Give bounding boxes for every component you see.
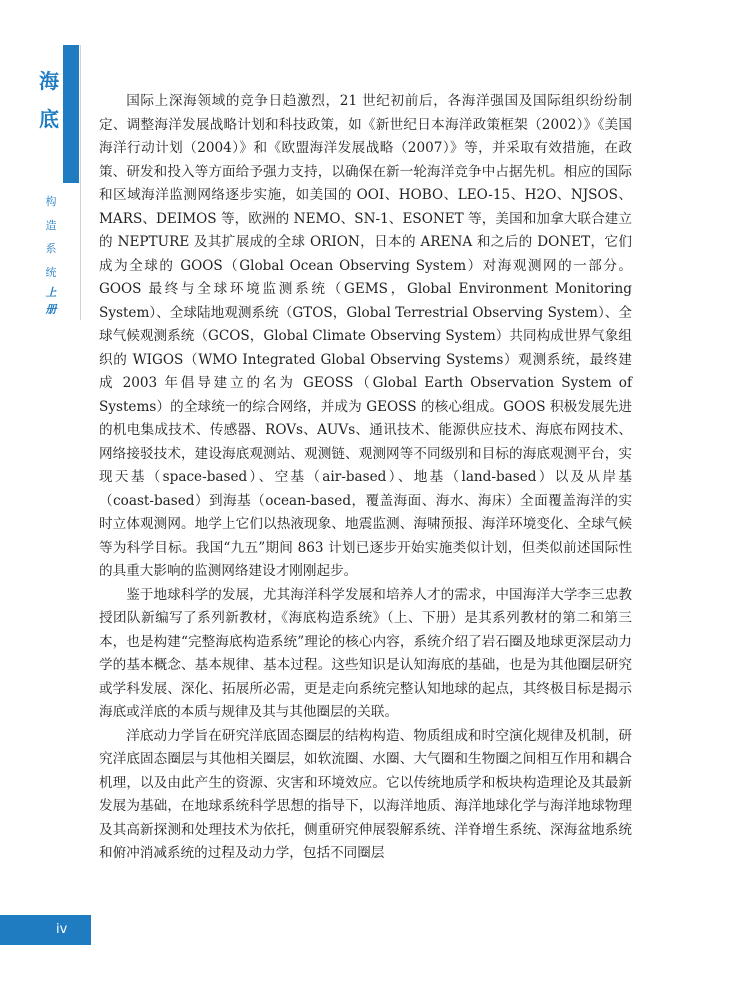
volume-char: 册 <box>45 303 57 316</box>
page-number-box <box>0 915 91 945</box>
page-number: iv <box>56 922 68 937</box>
book-title <box>38 62 60 138</box>
paragraph-ocean-floor-dynamics: 洋底动力学旨在研究洋底固态圈层的结构构造、物质组成和时空演化规律及机制，研究洋底固态圈层与其他相关圈层，如软流圈、水圈、大气圈和生物圈之间相互作用和耦合机理，以及由此产生的资源、灾害和环境效应。它以传统地质学和板块构造理论及其最新发展为基础，在地球系统科学思想的指导下，以海洋地质、海洋地球化学与海洋地球物理及其高新探测和处理技术为依托，侧重研究伸展裂解系统、洋脊增生系统、深海盆地系统和俯冲消减系统的过程及动力学，包括不同圈层 <box>99 727 632 861</box>
subtitle-char: 系 <box>45 242 57 255</box>
volume-label <box>44 284 58 318</box>
paragraph-deep-sea-competition: 国际上深海领域的竞争日趋激烈，21 世纪初前后，各海洋强国及国际组织纷纷制定、调整海洋发展战略计划和科技政策，如《新世纪日本海洋政策框架（2002）》《美国海洋行动计划（2004）》和《欧盟海洋发展战略（2007）》等，并采取有效措施，在政策、研发和投入等方面给予强力支持，以确保在新一轮海洋竞争中占据先机。相应的国际和区域海洋监测网络逐步实施，如美国的 OOI、HOBO、LEO-15、H2O、NJSOS、MARS、DEIMOS 等，欧洲的 NEMO、SN-1、ESONET 等，美国和加拿大联合建立的 NEPTURE 及其扩展成的全球 ORION，日本的 ARENA 和之后的 DONET，它们成为全球的 GOOS（Global Ocean Observing System）对海观测网的一部分。GOOS 最终与全球环境监测系统（GEMS，Global Environment Monitoring System）、全球陆地观测系统（GTOS，Global Terrestrial Observing System）、全球气候观测系统（GCOS，Global Climate Observing System）共同构成世界气象组织的 WIGOS（WMO Integrated Global Observing Systems）观测系统，最终建成 2003 年倡导建立的名为 GEOSS（Global Earth Observation System of Systems）的全球统一的综合网络，并成为 GEOSS 的核心组成。GOOS 积极发展先进的机电集成技术、传感器、ROVs、AUVs、通讯技术、能源供应技术、海底布网技术、网络接驳技术，建设海底观测站、观测链、观测网等不同级别和目标的海底观测平台，实现天基（space-based）、空基（air-based）、地基（land-based）以及从岸基（coast-based）到海基（ocean-based，覆盖海面、海水、海床）全面覆盖海洋的实时立体观测网。地学上它们以热液现象、地震监测、海啸预报、海洋环境变化、全球气候等为科学目标。我国“九五”期间 863 计划已逐步开始实施类似计划，但类似前述国际性的具重大影响的监测网络建设才刚刚起步。 <box>99 93 632 579</box>
subtitle-char: 构 <box>45 195 57 208</box>
subtitle-char: 造 <box>45 218 57 232</box>
book-subtitle <box>44 190 58 284</box>
subtitle-char: 统 <box>45 265 57 279</box>
volume-char: 上 <box>45 286 57 299</box>
body-text <box>99 90 632 866</box>
book-title-char: 海 <box>39 69 59 93</box>
book-title-char: 底 <box>39 107 59 131</box>
sidebar-tab <box>63 45 79 183</box>
paragraph-textbook-intro: 鉴于地球科学的发展，尤其海洋科学发展和培养人才的需求，中国海洋大学李三忠教授团队新编写了系列新教材，《海底构造系统》（上、下册）是其系列教材的第二和第三本，也是构建“完整海底构造系统”理论的核心内容，系统介绍了岩石圈及地球更深层动力学的基本概念、基本规律、基本过程。这些知识是认知海底的基础，也是为其他圈层研究或学科发展、深化、拓展所必需，更是走向系统完整认知地球的起点，其终极目标是揭示海底或洋底的本质与规律及其与其他圈层的关联。 <box>99 586 632 720</box>
